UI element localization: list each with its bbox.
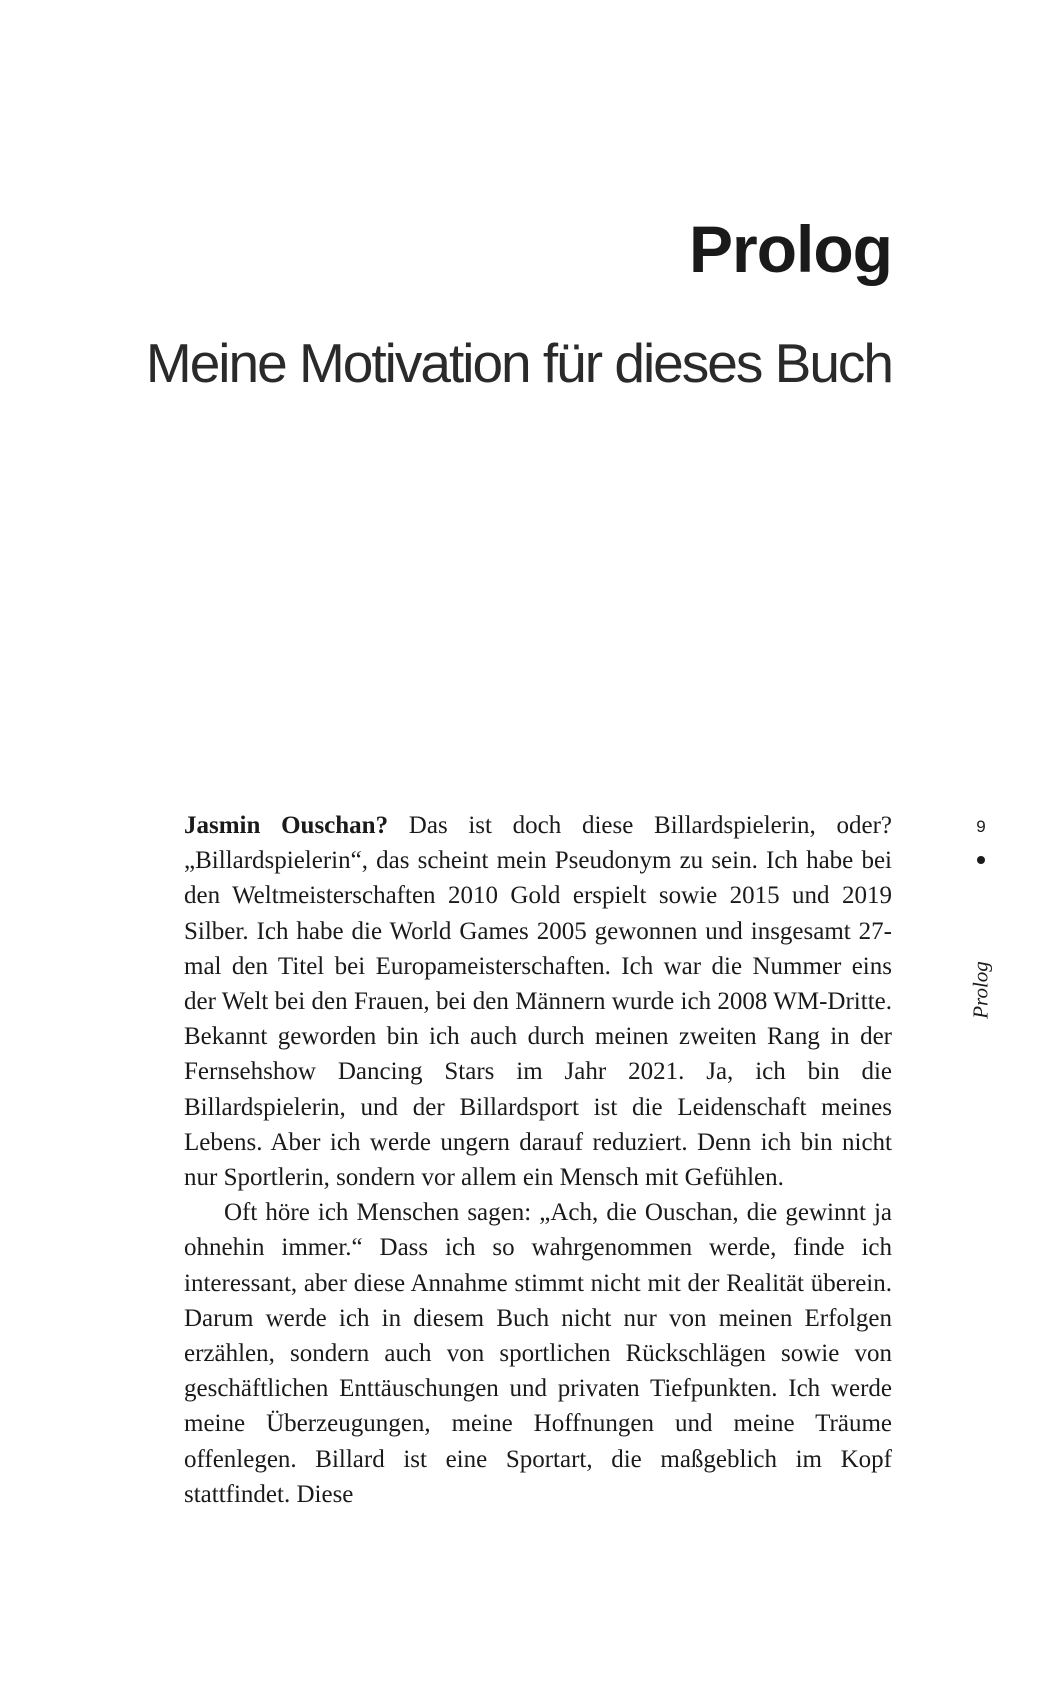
paragraph-1	[184, 808, 892, 1195]
running-head-label: Prolog	[968, 961, 993, 1019]
lead-in: Jasmin Ouschan?	[184, 812, 389, 839]
page-number: 9	[976, 817, 986, 836]
margin-column	[966, 818, 996, 864]
body-text	[184, 808, 892, 1512]
paragraph-1-text: Das ist doch diese Billardspielerin, oder? „Billardspielerin“, das scheint mein Pseudonym zu sein. Ich habe bei den Weltmeisterschaften 2010 Gold erspielt sowie 2015 und 2019 Silber. Ich habe die World Games 2005 gewonnen und insgesamt 27-mal den Titel bei Europameisterschaften. Ich war die Nummer eins der Welt bei den Frauen, bei den Männern wurde ich 2008 WM-Dritte. Bekannt geworden bin ich auch durch meinen zweiten Rang in der Fernsehshow Dancing Stars im Jahr 2021. Ja, ich bin die Billardspielerin, und der Billardsport ist die Leidenschaft meines Lebens. Aber ich werde ungern darauf reduziert. Denn ich bin nicht nur Sportlerin, sondern vor allem ein Mensch mit Gefühlen.	[184, 812, 893, 1192]
chapter-title: Prolog	[689, 212, 892, 287]
running-head	[966, 950, 996, 1030]
bullet-dot-icon	[977, 856, 985, 864]
paragraph-2: Oft höre ich Menschen sagen: „Ach, die Ouschan, die gewinnt ja ohnehin immer.“ Dass ich so wahrgenommen werde, finde ich interessant, aber diese Annahme stimmt nicht mit der Realität überein. Darum werde ich in diesem Buch nicht nur von meinen Erfolgen erzählen, sondern auch von sportlichen Rückschlägen sowie von geschäftlichen Enttäuschungen und privaten Tiefpunkten. Ich werde meine Überzeugungen, meine Hoffnungen und meine Träume offenlegen. Billard ist eine Sportart, die maßgeblich im Kopf stattfindet. Diese	[184, 1199, 892, 1508]
chapter-subtitle: Meine Motivation für dieses Buch	[145, 331, 892, 394]
